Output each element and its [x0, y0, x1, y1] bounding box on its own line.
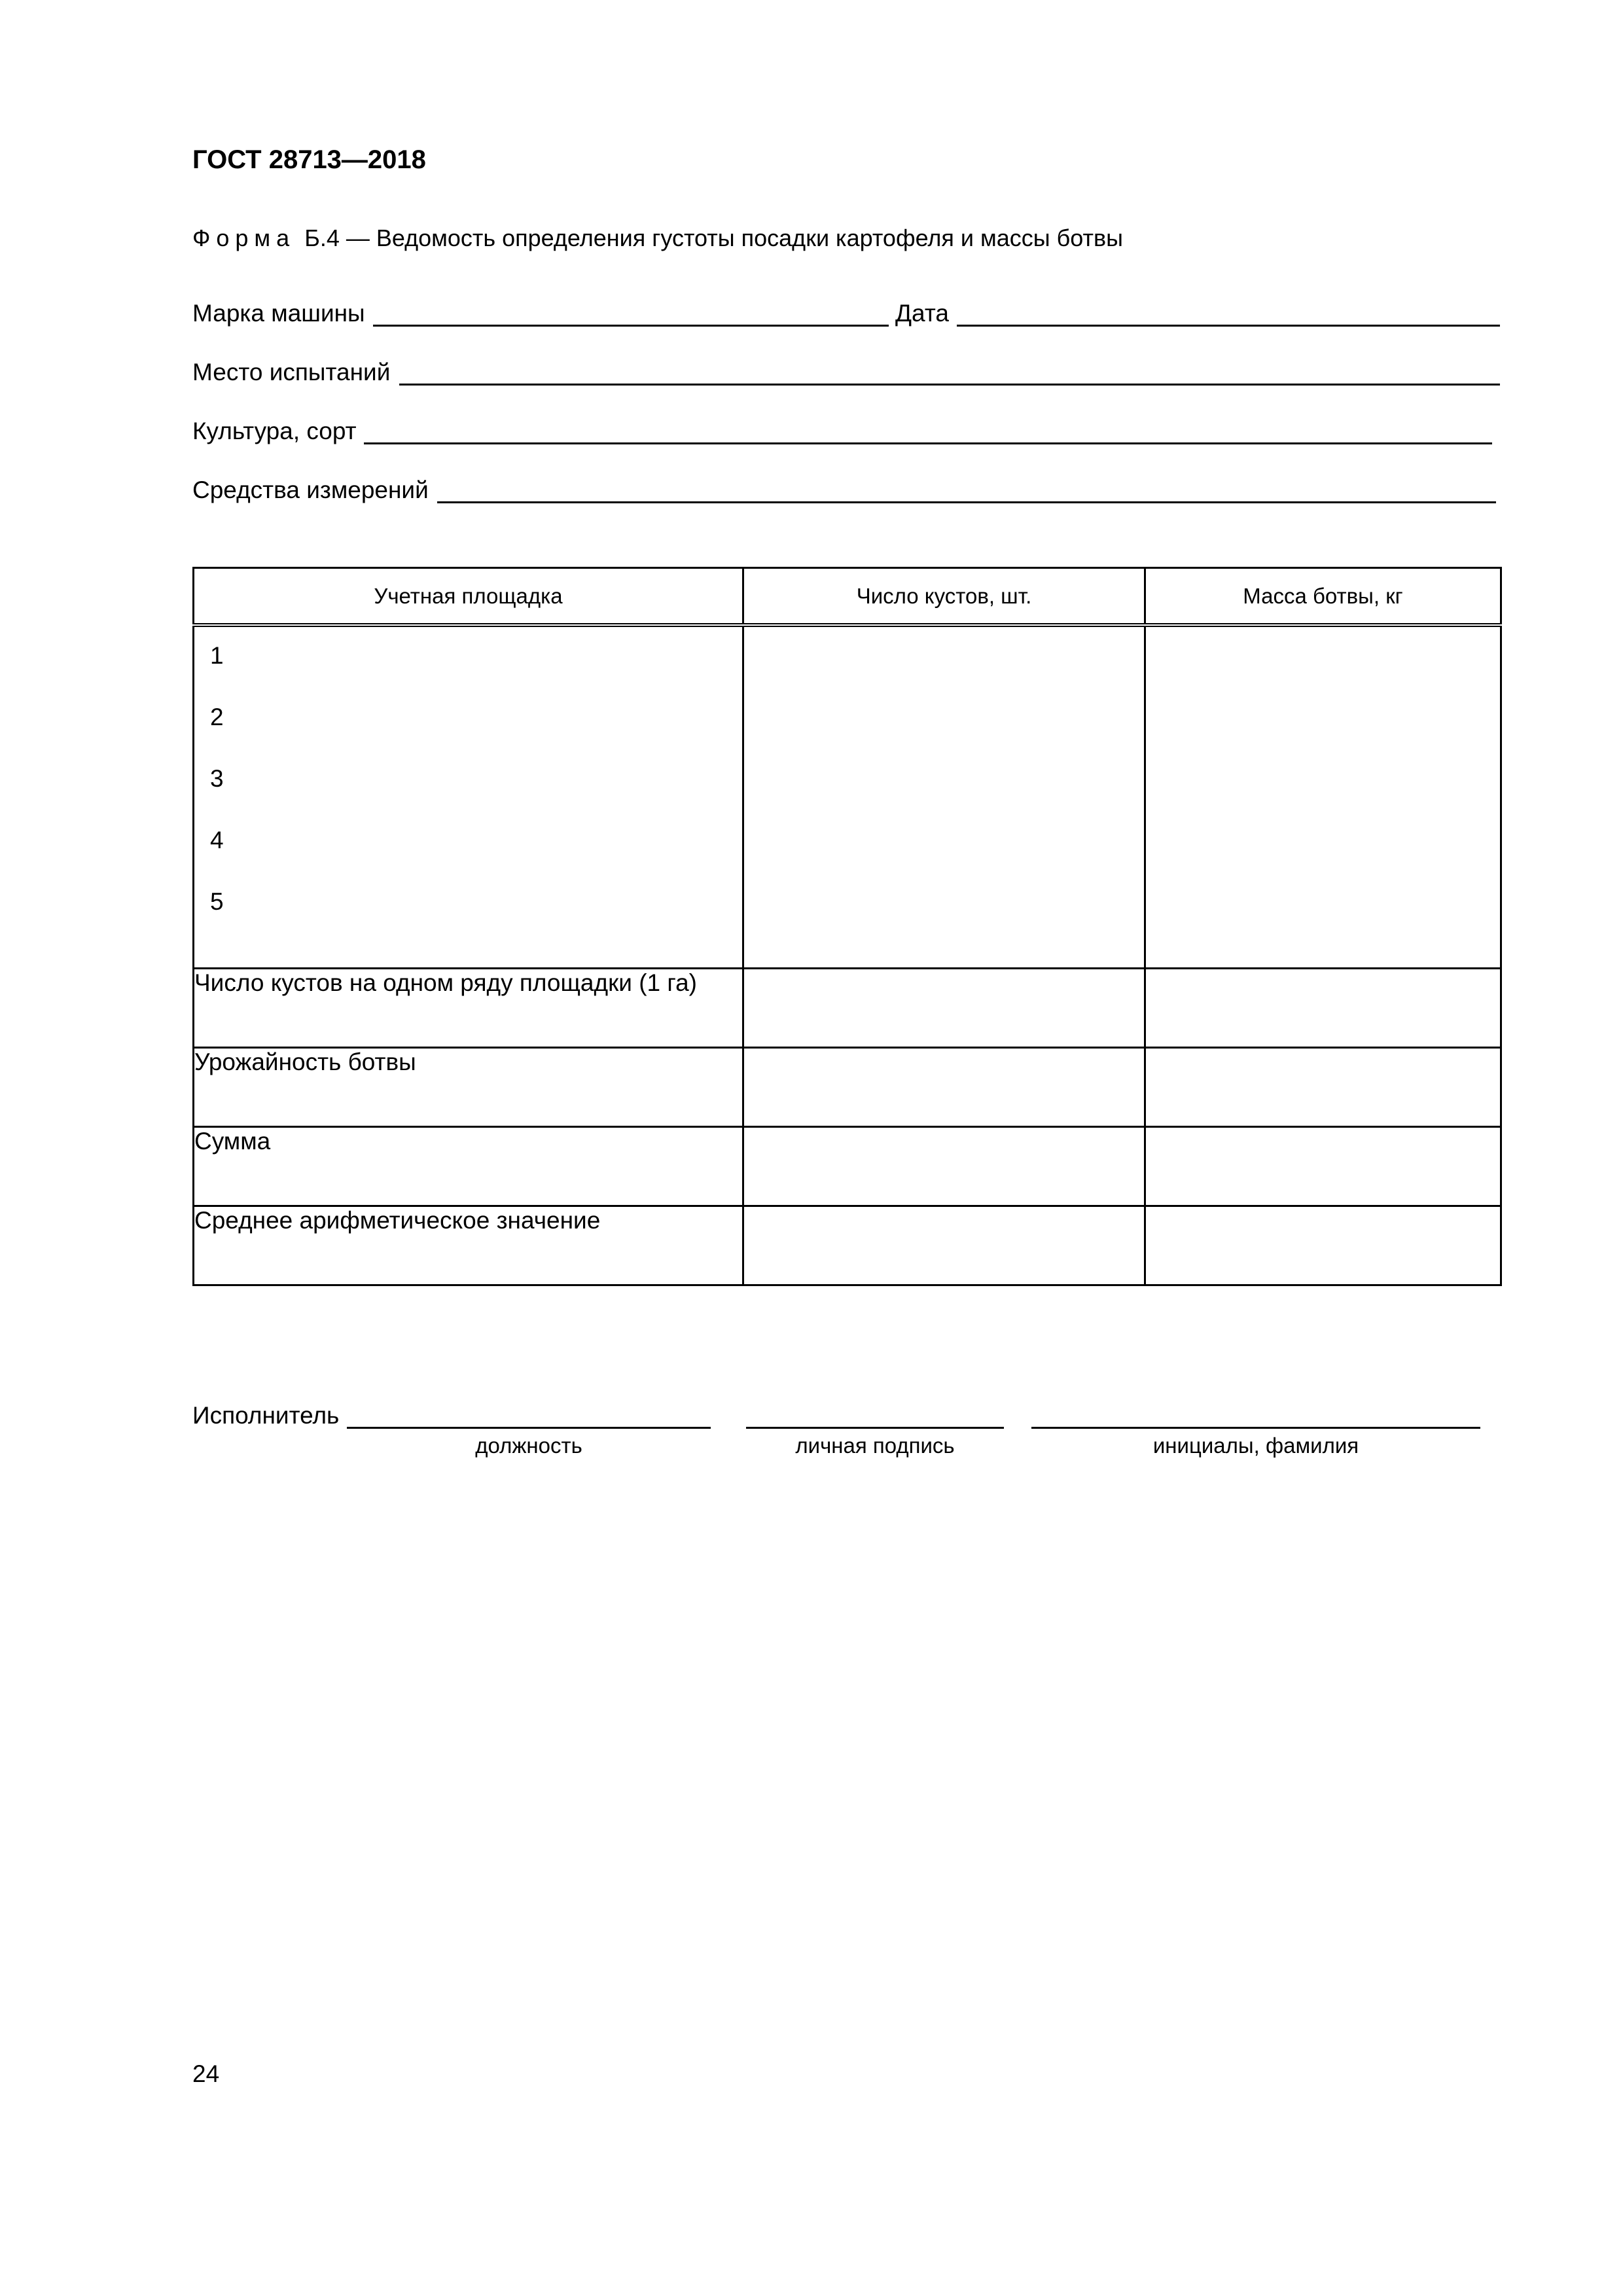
position-caption: должность: [475, 1433, 582, 1458]
plot-number: 5: [210, 888, 224, 915]
row-label-bushes-per-row: Число кустов на одном ряду площадки (1 га): [194, 969, 743, 1048]
column-header-bush-count: Число кустов, шт.: [743, 568, 1145, 626]
test-site-field[interactable]: [399, 384, 1500, 386]
executor-position-field[interactable]: [347, 1427, 711, 1429]
table-row: [194, 1127, 1501, 1206]
executor-signature-field[interactable]: [746, 1427, 1004, 1429]
top-mass-cell[interactable]: [1145, 969, 1501, 1048]
crop-variety-field[interactable]: [364, 442, 1492, 444]
table-row: [194, 1048, 1501, 1127]
signature-caption: личная подпись: [795, 1433, 955, 1458]
plot-number: 1: [210, 642, 224, 669]
bush-count-cell[interactable]: [743, 1206, 1145, 1285]
top-mass-cell[interactable]: [1145, 1048, 1501, 1127]
date-field[interactable]: [957, 325, 1500, 327]
plot-number: 3: [210, 765, 224, 792]
bush-count-cell[interactable]: [743, 969, 1145, 1048]
table-row: [194, 1206, 1501, 1285]
measuring-instruments-field[interactable]: [437, 501, 1496, 503]
bush-count-cell[interactable]: [743, 1127, 1145, 1206]
top-mass-plots-cell[interactable]: [1145, 625, 1501, 969]
planting-density-table: [192, 567, 1502, 1286]
bush-count-plots-cell[interactable]: [743, 625, 1145, 969]
name-caption: инициалы, фамилия: [1152, 1433, 1359, 1458]
bush-count-cell[interactable]: [743, 1048, 1145, 1127]
plots-row: [194, 625, 1501, 969]
plot-number: 2: [210, 704, 224, 730]
machine-brand-label: Марка машины: [192, 300, 365, 327]
column-header-top-mass: Масса ботвы, кг: [1145, 568, 1501, 626]
form-prefix: Форма: [192, 224, 296, 251]
row-label-top-yield: Урожайность ботвы: [194, 1048, 743, 1127]
column-header-plot: Учетная площадка: [194, 568, 743, 626]
document-standard-number: ГОСТ 28713—2018: [192, 145, 426, 174]
executor-name-field[interactable]: [1031, 1427, 1480, 1429]
executor-label: Исполнитель: [192, 1402, 340, 1429]
table-row: [194, 969, 1501, 1048]
row-label-mean: Среднее арифметическое значение: [194, 1206, 743, 1285]
measuring-instruments-label: Средства измерений: [192, 476, 429, 503]
date-label: Дата: [895, 300, 949, 327]
machine-brand-field[interactable]: [373, 325, 889, 327]
crop-variety-label: Культура, сорт: [192, 418, 357, 444]
page-number: 24: [192, 2060, 220, 2087]
plot-numbers-cell: [194, 625, 743, 969]
test-site-label: Место испытаний: [192, 359, 391, 386]
form-title: [192, 224, 1123, 252]
plot-number: 4: [210, 827, 224, 853]
top-mass-cell[interactable]: [1145, 1127, 1501, 1206]
form-title-text: Б.4 — Ведомость определения густоты посадки картофеля и массы ботвы: [304, 224, 1123, 251]
row-label-sum: Сумма: [194, 1127, 743, 1206]
top-mass-cell[interactable]: [1145, 1206, 1501, 1285]
table-header-row: [194, 568, 1501, 626]
